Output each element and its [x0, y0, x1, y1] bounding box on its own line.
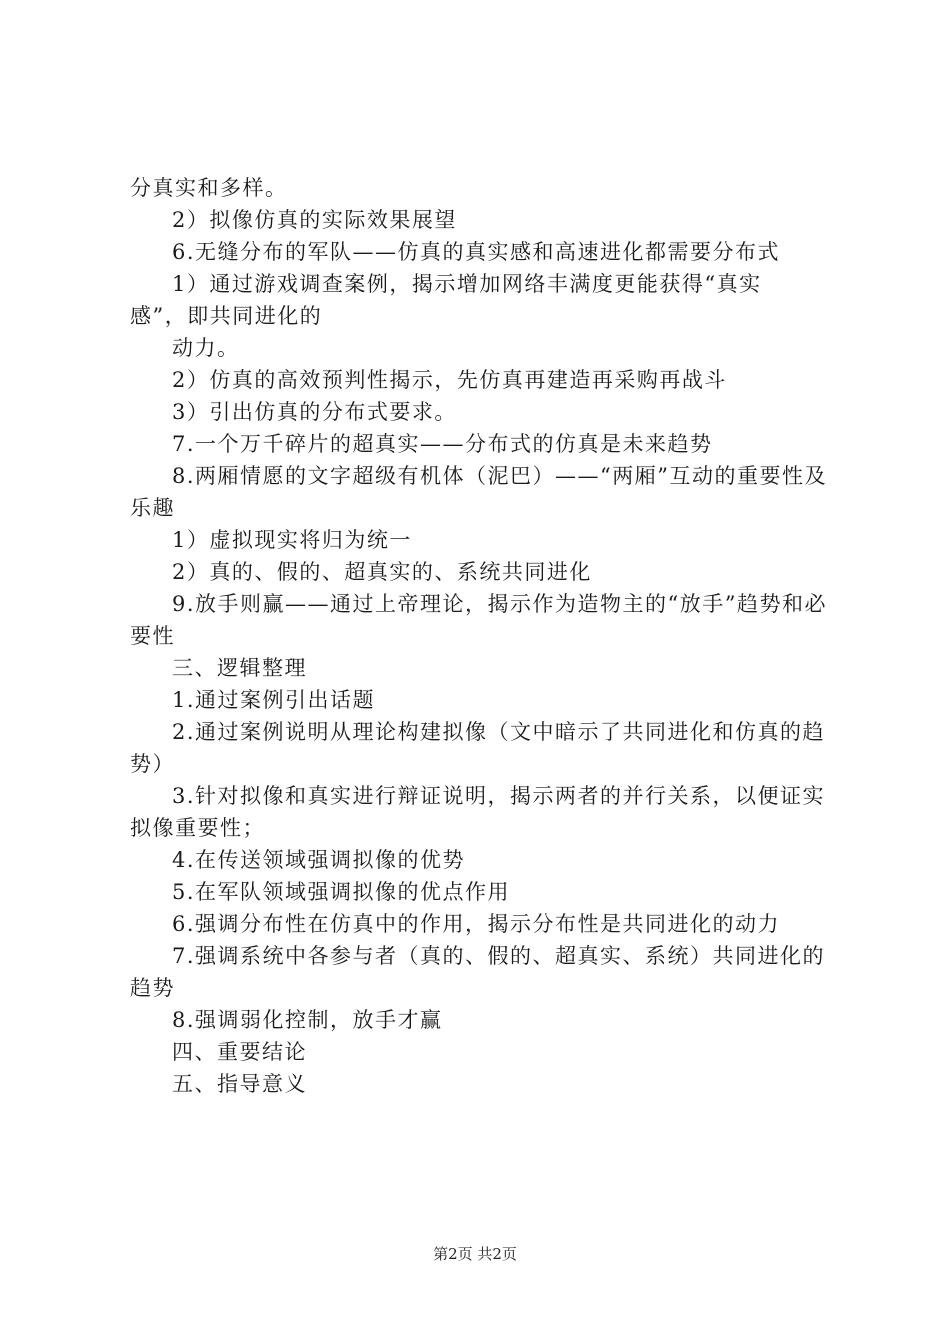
paragraph: 7.强调系统中各参与者（真的、假的、超真实、系统）共同进化的趋势: [130, 944, 826, 1000]
paragraph: 2）真的、假的、超真实的、系统共同进化: [172, 560, 592, 584]
paragraph: 8.强调弱化控制，放手才赢: [172, 1008, 443, 1032]
section-heading: 四、重要结论: [172, 1040, 307, 1064]
paragraph: 2.通过案例说明从理论构建拟像（文中暗示了共同进化和仿真的趋势）: [130, 720, 826, 776]
paragraph: 动力。: [172, 336, 240, 360]
paragraph: 9.放手则赢——通过上帝理论，揭示作为造物主的“放手”趋势和必要性: [130, 592, 828, 648]
paragraph: 2）拟像仿真的实际效果展望: [172, 208, 457, 232]
paragraph: 7.一个万千碎片的超真实——分布式的仿真是未来趋势: [172, 432, 713, 456]
page-number-footer: 第2页 共2页: [433, 1245, 517, 1263]
paragraph: 1.通过案例引出话题: [172, 688, 376, 712]
paragraph: 3.针对拟像和真实进行辩证说明，揭示两者的并行关系，以便证实拟像重要性；: [130, 784, 826, 840]
paragraph: 6.无缝分布的军队——仿真的真实感和高速进化都需要分布式: [172, 240, 781, 264]
document-body: [130, 172, 830, 1100]
paragraph: 4.在传送领域强调拟像的优势: [172, 848, 466, 872]
paragraph: 6.强调分布性在仿真中的作用，揭示分布性是共同进化的动力: [172, 912, 781, 936]
paragraph: 分真实和多样。: [130, 176, 288, 200]
paragraph: 3）引出仿真的分布式要求。: [172, 400, 457, 424]
paragraph: 8.两厢情愿的文字超级有机体（泥巴）——“两厢”互动的重要性及乐趣: [130, 464, 828, 520]
paragraph: 1）虚拟现实将归为统一: [172, 528, 412, 552]
section-heading: 三、逻辑整理: [172, 656, 307, 680]
paragraph: 5.在军队领域强调拟像的优点作用: [172, 880, 511, 904]
section-heading: 五、指导意义: [172, 1072, 307, 1096]
paragraph: 1）通过游戏调查案例，揭示增加网络丰满度更能获得“真实感”，即共同进化的: [130, 272, 762, 328]
paragraph: 2）仿真的高效预判性揭示，先仿真再建造再采购再战斗: [172, 368, 727, 392]
